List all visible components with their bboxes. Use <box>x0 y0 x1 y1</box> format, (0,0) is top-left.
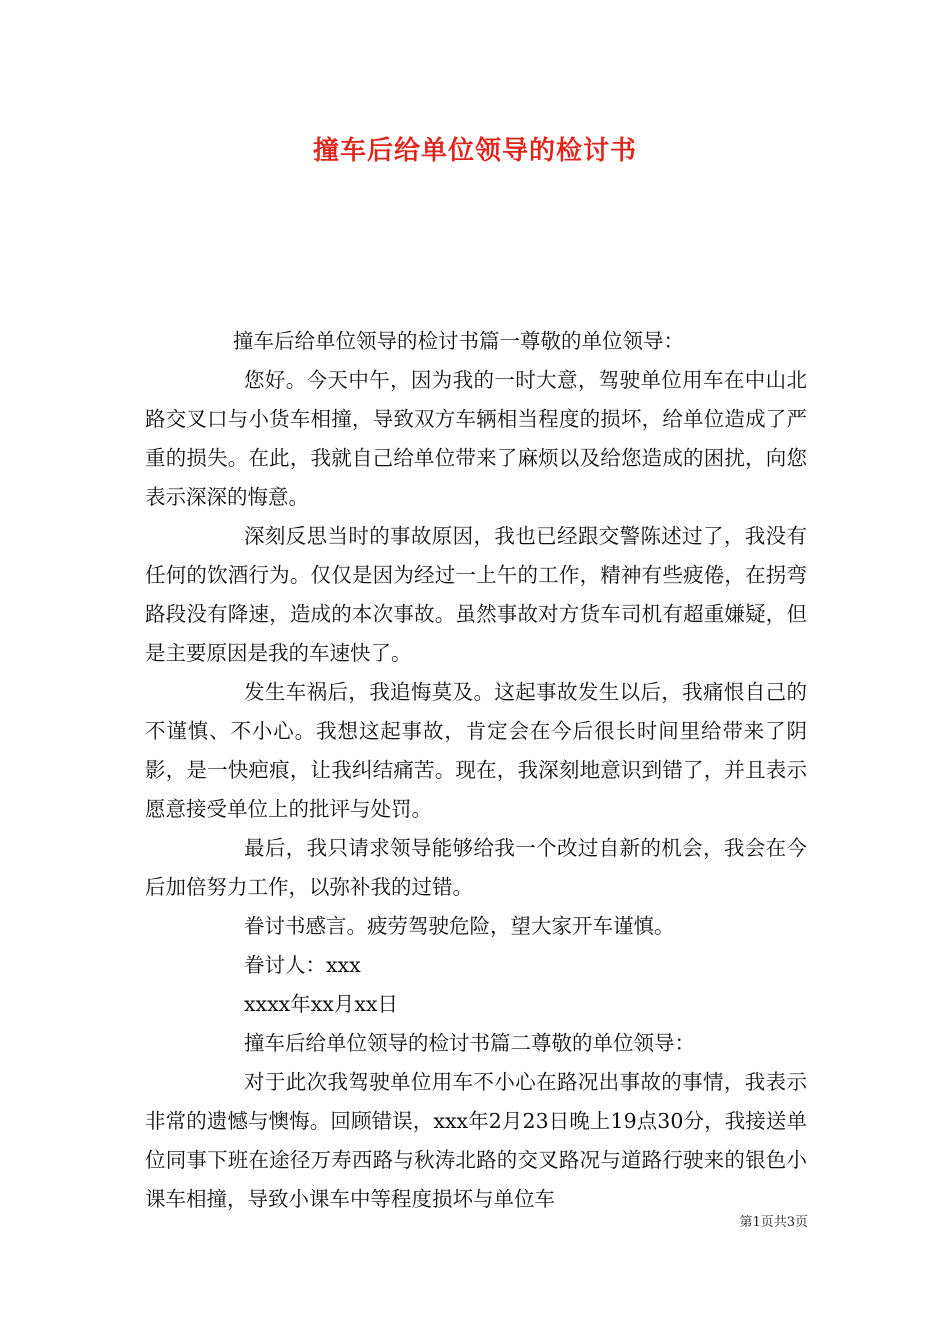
page-number: 第1页共3页 <box>739 1215 808 1230</box>
paragraph: 最后，我只请求领导能够给我一个改过自新的机会，我会在今后加倍努力工作，以弥补我的过错。 <box>145 836 807 899</box>
date-line: xxxx年xx月xx日 <box>244 992 398 1016</box>
paragraph: 眷讨书感言。疲劳驾驶危险，望大家开车谨慎。 <box>244 914 675 938</box>
paragraph-heading-2: 撞车后给单位领导的检讨书篇二尊敬的单位领导： <box>244 1031 695 1055</box>
document-body <box>145 322 807 1219</box>
paragraph: 对于此次我驾驶单位用车不小心在路况出事故的事情，我表示非常的遗憾与懊悔。回顾错误，xxx年2月23日晚上19点30分，我接送单位同事下班在途径万寿西路与秋涛北路的交叉路况与道路行驶来的银色小课车相撞，导致小课车中等程度损坏与单位车 <box>145 1070 807 1211</box>
signature-line: 眷讨人：xxx <box>244 953 361 977</box>
paragraph: 发生车祸后，我追悔莫及。这起事故发生以后，我痛恨自己的不谨慎、不小心。我想这起事故，肯定会在今后很长时间里给带来了阴影，是一快疤痕，让我纠结痛苦。现在，我深刻地意识到错了，并且表示愿意接受单位上的批评与处罚。 <box>145 680 807 821</box>
paragraph: 深刻反思当时的事故原因，我也已经跟交警陈述过了，我没有任何的饮酒行为。仅仅是因为经过一上午的工作，精神有些疲倦，在拐弯路段没有降速，造成的本次事故。虽然事故对方货车司机有超重嫌疑，但是主要原因是我的车速快了。 <box>145 524 807 665</box>
document-title: 撞车后给单位领导的检讨书 <box>312 136 637 166</box>
paragraph: 您好。今天中午，因为我的一时大意，驾驶单位用车在中山北路交叉口与小货车相撞，导致双方车辆相当程度的损坏，给单位造成了严重的损失。在此，我就自己给单位带来了麻烦以及给您造成的困扰，向您表示深深的悔意。 <box>145 368 807 509</box>
paragraph-heading-1: 撞车后给单位领导的检讨书篇一尊敬的单位领导： <box>233 329 684 353</box>
